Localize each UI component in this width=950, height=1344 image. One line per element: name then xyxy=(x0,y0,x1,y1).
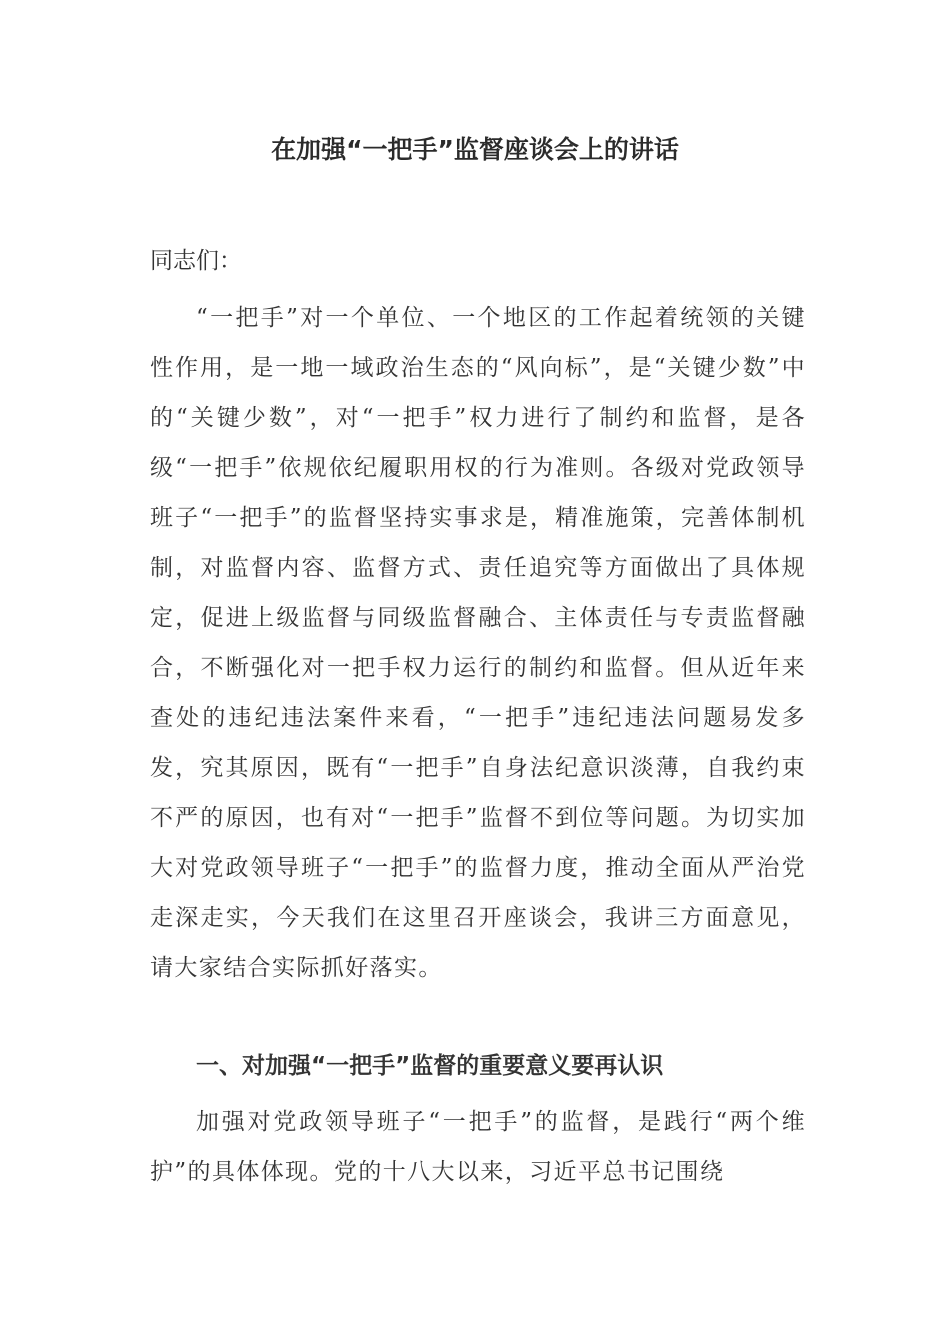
salutation: 同志们： xyxy=(150,248,242,274)
body-paragraph-2: 加强对党政领导班子“一把手”的监督，是践行“两个维护”的具体体现。党的十八大以来，习近平总书记围绕 xyxy=(150,1109,806,1185)
section-heading-1: 一、对加强“一把手”监督的重要意义要再认识 xyxy=(196,1053,664,1079)
body-paragraph-1: “一把手”对一个单位、一个地区的工作起着统领的关键性作用，是一地一域政治生态的“风向标”，是“关键少数”中的“关键少数”，对“一把手”权力进行了制约和监督，是各级“一把手”依规依纪履职用权的行为准则。各级对党政领导班子“一把手”的监督坚持实事求是，精准施策，完善体制机制，对监督内容、监督方式、责任追究等方面做出了具体规定，促进上级监督与同级监督融合、主体责任与专责监督融合，不断强化对一把手权力运行的制约和监督。但从近年来查处的违纪违法案件来看，“一把手”违纪违法问题易发多发，究其原因，既有“一把手”自身法纪意识淡薄，自我约束不严的原因，也有对“一把手”监督不到位等问题。为切实加大对党政领导班子“一把手”的监督力度，推动全面从严治党走深走实，今天我们在这里召开座谈会，我讲三方面意见，请大家结合实际抓好落实。 xyxy=(150,305,806,981)
document-title: 在加强“一把手”监督座谈会上的讲话 xyxy=(271,135,679,164)
